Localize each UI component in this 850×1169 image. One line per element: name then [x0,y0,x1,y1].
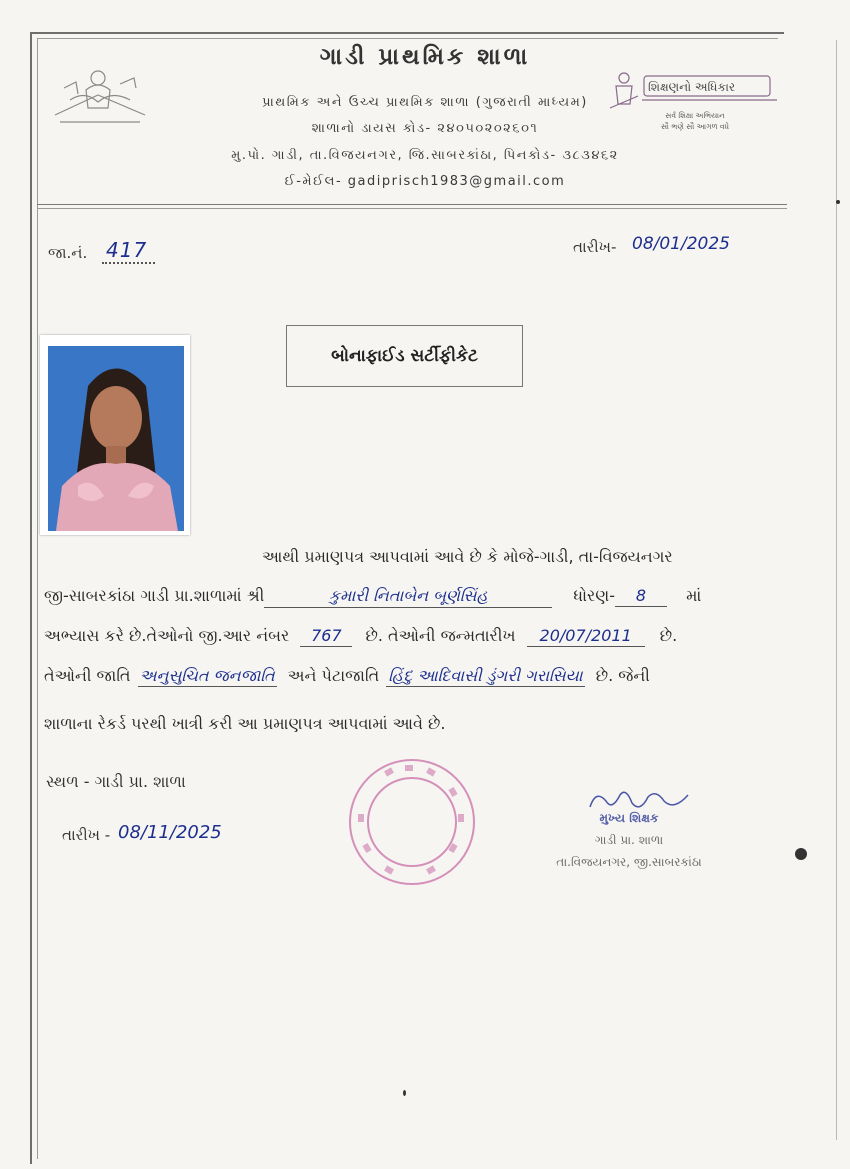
signature-school: ગાડી પ્રા. શાળા [594,833,664,847]
student-portrait-icon [48,346,184,531]
place: સ્થળ - ગાડી પ્રા. શાળા [46,772,186,791]
body-line-4 [44,666,650,687]
subcaste-value: હિંદુ આદિવાસી ડુંગરી ગરાસિયા [388,666,583,685]
body-line-3-suffix: છે. [659,626,678,645]
rte-logo-sub1: સર્વ શિક્ષા અભિયાન [665,111,725,120]
issue-date-label: તારીખ- [573,238,617,256]
rte-logo-title: શિક્ષણનો અધિકાર [648,80,736,94]
standard-label: ધોરણ- [573,586,615,605]
dob-label: છે. તેઓની જન્મતારીખ [365,626,516,645]
footer-date-label: તારીખ - [62,826,111,844]
certificate-title: બોનાફાઈડ સર્ટીફીકેટ [286,325,523,387]
dise-code: શાળાનો ડાયસ કોડ- ૨૪૦૫૦૨૦૨૬૦૧ [311,121,539,136]
gr-number: 767 [300,626,352,647]
body-line-3 [44,626,677,647]
student-photo [48,346,184,531]
subcaste-label: અને પેટાજાતિ [287,666,380,685]
signature-block [514,785,744,885]
body-line-2 [44,586,701,608]
issue-date-value: 08/01/2025 [632,234,730,254]
signature-taluka: તા.વિજયનગર, જી.સાબરકાંઠા [556,855,702,869]
caste-value: અનુસુચિત જનજાતિ [139,666,275,685]
reference-label: જા.નં. [48,244,88,262]
reference-number: 417 [102,238,155,264]
school-stamp-icon [345,755,480,890]
standard-value: 8 [615,586,667,607]
body-line-5: શાળાના રેકર્ડ પરથી ખાત્રી કરી આ પ્રમાણપત્ર આપવામાં આવે છે. [44,714,446,733]
body-line-4-suffix: છે. જેની [595,666,650,685]
school-name: ગાડી પ્રાથમિક શાળા [319,44,531,70]
body-line-1: આથી પ્રમાણપત્ર આપવામાં આવે છે કે મોજે-ગાડી, તા-વિજયનગર [262,547,673,566]
school-subtitle: પ્રાથમિક અને ઉચ્ચ પ્રાથમિક શાળા (ગુજરાતી માધ્યમ) [262,95,588,110]
school-address: મુ.પો. ગાડી, તા.વિજયનગર, જિ.સાબરકાંઠા, પિનકોડ- ૩૮૩૪૬૨ [231,148,619,163]
ink-speck [836,200,840,204]
signature-title: મુખ્ય શિક્ષક [599,811,659,825]
date-of-birth: 20/07/2011 [527,626,645,647]
body-line-3-prefix: અભ્યાસ કરે છે.તેઓનો જી.આર નંબર [44,626,290,645]
body-line-2-suffix: માં [686,586,702,605]
ink-spot [795,848,807,860]
rte-logo-sub2: સૌ ભણે સૌ આગળ વધે [660,122,730,131]
school-email: ઈ-મેઈલ- gadiprisch1983@gmail.com [284,174,566,189]
body-line-2-prefix: જી-સાબરકાંઠા ગાડી પ્રા.શાળામાં શ્રી [44,586,265,605]
right-border [836,40,837,1140]
ink-speck-bottom [403,1090,406,1096]
footer-date-value: 08/11/2025 [118,822,222,843]
student-name: કુમારી નિતાબેન બૂર્ણસિંહ [264,586,552,608]
header-divider [37,204,787,209]
caste-label: તેઓની જાતિ [44,666,131,685]
